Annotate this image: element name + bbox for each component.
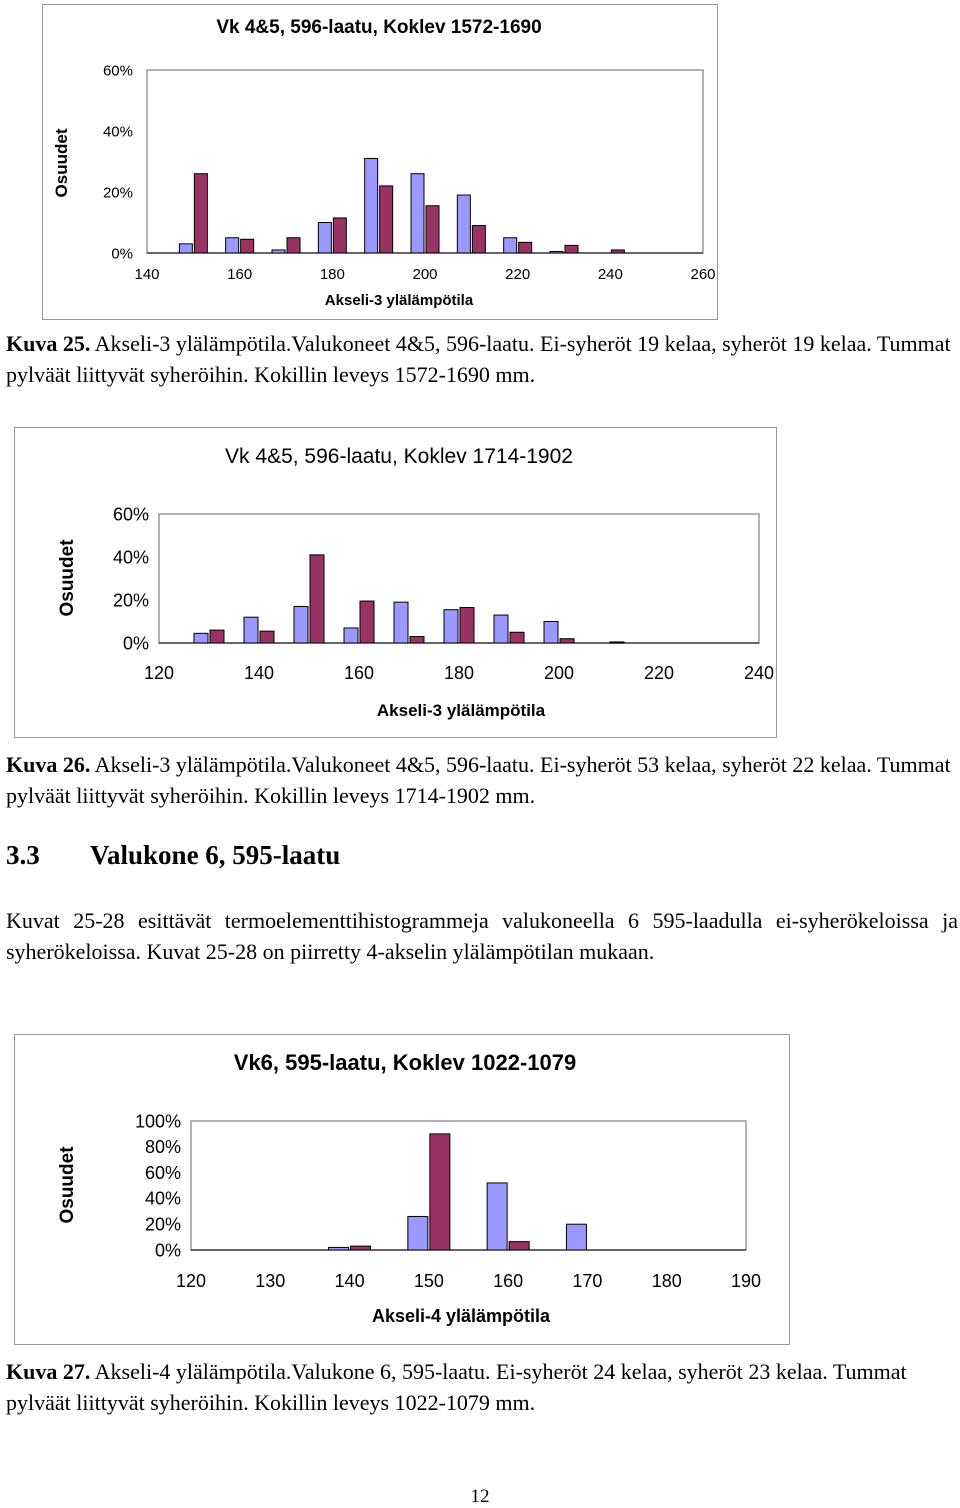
x-tick-label: 200: [412, 266, 438, 283]
plot-area: [191, 1121, 746, 1250]
x-tick-label: 220: [505, 266, 531, 283]
bar-ei-syherot: [226, 238, 239, 253]
x-tick-label: 120: [175, 1271, 207, 1291]
x-axis-label: Akseli-3 ylälämpötila: [324, 292, 474, 309]
bar-syherot: [426, 206, 439, 253]
bar-ei-syherot: [394, 602, 408, 643]
bar-ei-syherot: [179, 244, 192, 253]
caption-kuva-26: [6, 749, 954, 811]
x-tick-label: 240: [597, 266, 623, 283]
x-tick-label: 180: [443, 663, 475, 683]
x-tick-label: 180: [319, 266, 345, 283]
y-tick-label: 60%: [112, 504, 149, 525]
bar-syherot: [560, 639, 574, 643]
y-tick-label: 40%: [102, 123, 133, 141]
x-tick-label: 240: [743, 663, 775, 683]
y-axis-label: Osuudet: [57, 539, 78, 617]
x-tick-label: 160: [493, 1271, 524, 1291]
y-tick-label: 20%: [112, 590, 149, 611]
bar-syherot: [380, 186, 393, 253]
bar-ei-syherot: [365, 158, 378, 253]
y-tick-label: 20%: [144, 1214, 181, 1235]
chart-title: Vk 4&5, 596-laatu, Koklev 1572-1690: [216, 17, 542, 38]
bar-syherot: [260, 631, 274, 643]
caption-kuva-25: [6, 328, 954, 390]
caption-text: Akseli-4 ylälämpötila.Valukone 6, 595-laatu. Ei-syheröt 24 kelaa, syheröt 23 kelaa. Tummat pylväät liittyvät syheröihin. Kokillin leveys 1022-1079 mm.: [6, 1359, 907, 1415]
page-number: 12: [470, 1486, 490, 1507]
y-tick-label: 20%: [102, 184, 133, 202]
bar-ei-syherot: [294, 606, 308, 643]
x-tick-label: 140: [243, 663, 275, 683]
bar-ei-syherot: [244, 617, 258, 643]
x-tick-label: 150: [413, 1271, 444, 1291]
caption-text: Akseli-3 ylälämpötila.Valukoneet 4&5, 596-laatu. Ei-syheröt 53 kelaa, syheröt 22 kelaa. Tummat pylväät liittyvät syheröihin. Kokillin leveys 1714-1902 mm.: [6, 752, 951, 808]
plot-area: [147, 70, 703, 253]
bar-syherot: [509, 1242, 529, 1250]
bar-ei-syherot: [444, 610, 458, 643]
bar-syherot: [519, 242, 532, 253]
x-tick-label: 190: [730, 1271, 762, 1291]
y-tick-label: 0%: [122, 633, 149, 654]
x-tick-label: 160: [227, 266, 253, 283]
y-axis-label: Osuudet: [52, 128, 71, 198]
bar-syherot: [472, 226, 485, 253]
bar-syherot: [565, 245, 578, 253]
x-axis-label: Akseli-4 ylälämpötila: [371, 1306, 551, 1326]
bar-ei-syherot: [411, 174, 424, 253]
bar-syherot: [410, 637, 424, 643]
y-tick-label: 60%: [102, 62, 133, 80]
bar-ei-syherot: [344, 628, 358, 643]
bar-syherot: [510, 632, 524, 643]
x-tick-label: 170: [572, 1271, 603, 1291]
x-tick-label: 130: [255, 1271, 286, 1291]
y-tick-label: 0%: [154, 1240, 181, 1261]
x-tick-label: 200: [543, 663, 575, 683]
x-tick-label: 180: [651, 1271, 682, 1291]
bar-syherot: [333, 218, 346, 253]
x-axis-label: Akseli-3 ylälämpötila: [376, 701, 546, 720]
bar-syherot: [460, 608, 474, 643]
x-tick-label: 260: [690, 266, 716, 283]
x-tick-label: 140: [134, 266, 160, 283]
bar-ei-syherot: [318, 223, 331, 254]
bar-ei-syherot: [457, 195, 470, 253]
y-tick-label: 80%: [144, 1137, 181, 1158]
bar-ei-syherot: [494, 615, 508, 643]
y-tick-label: 100%: [134, 1111, 181, 1132]
chart-27: [14, 1034, 790, 1345]
bar-syherot: [351, 1246, 371, 1250]
caption-label: Kuva 25.: [6, 331, 91, 356]
section-heading: [6, 840, 340, 871]
caption-label: Kuva 26.: [6, 752, 91, 777]
y-axis-label: Osuudet: [57, 1146, 78, 1224]
bar-ei-syherot: [487, 1183, 507, 1250]
chart-26-svg: [15, 428, 778, 739]
bar-syherot: [430, 1134, 450, 1250]
chart-26: [14, 427, 777, 738]
bar-syherot: [194, 174, 207, 253]
bar-syherot: [241, 239, 254, 253]
bar-ei-syherot: [408, 1216, 428, 1250]
caption-kuva-27: [6, 1356, 954, 1418]
section-number: 3.3: [6, 840, 40, 870]
y-tick-label: 40%: [144, 1188, 181, 1209]
caption-label: Kuva 27.: [6, 1359, 91, 1384]
caption-text: Akseli-3 ylälämpötila.Valukoneet 4&5, 596-laatu. Ei-syheröt 19 kelaa, syheröt 19 kelaa. Tummat pylväät liittyvät syheröihin. Kokillin leveys 1572-1690 mm.: [6, 331, 951, 387]
x-tick-label: 140: [334, 1271, 365, 1291]
bar-ei-syherot: [566, 1224, 586, 1250]
chart-title: Vk 4&5, 596-laatu, Koklev 1714-1902: [225, 445, 573, 468]
x-tick-label: 160: [343, 663, 375, 683]
bar-ei-syherot: [504, 238, 517, 253]
bar-syherot: [287, 238, 300, 253]
bar-syherot: [360, 601, 374, 643]
bar-syherot: [310, 555, 324, 643]
bar-ei-syherot: [194, 633, 208, 643]
chart-title: Vk6, 595-laatu, Koklev 1022-1079: [233, 1050, 577, 1075]
x-tick-label: 220: [643, 663, 675, 683]
chart-25: [42, 4, 718, 320]
y-tick-label: 40%: [112, 547, 149, 568]
chart-25-svg: [43, 5, 719, 321]
section-title: Valukone 6, 595-laatu: [90, 840, 341, 870]
bar-ei-syherot: [544, 622, 558, 644]
body-paragraph: Kuvat 25-28 esittävät termoelementtihistogrammeja valukoneella 6 595-laadulla ei-syherökeloissa ja syherökeloissa. Kuvat 25-28 on piirretty 4-akselin ylälämpötilan mukaan.: [6, 908, 958, 964]
chart-27-svg: [15, 1035, 791, 1346]
y-tick-label: 0%: [111, 245, 133, 263]
x-tick-label: 120: [143, 663, 175, 683]
y-tick-label: 60%: [144, 1162, 181, 1183]
bar-syherot: [210, 630, 224, 643]
